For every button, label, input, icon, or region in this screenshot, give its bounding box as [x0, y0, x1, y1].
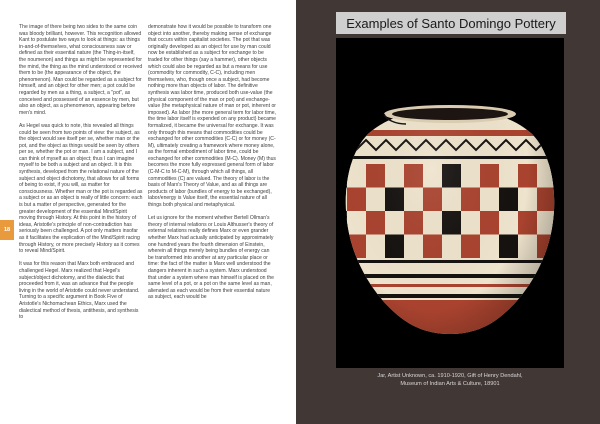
text-column-right: [148, 24, 276, 301]
page-number: 18: [3, 227, 11, 233]
photo-caption: [336, 372, 564, 388]
paragraph: The image of there being two sides to the same coin was bloody brilliant, however. This recognition allowed Kant to postulate two ways to look at things: as things in-and-of-themselves, what consciousness saw or defined as their essential nature (the Thing-in-itself, the noumenon) and things as might be represented for the mind, the thing as the mind understood or received them to be (the appearance of the object, the phenomenon). Man could be regarded as a subject for himself, and an object for other men; a pot could be regarded by men as a thing, a subject, a "pot", as conceived and possessed of an essence by men, but also an object, as a phenomenon, appearing before men's mind.: [19, 24, 143, 116]
caption-line: Museum of Indian Arts & Culture, 18901: [400, 381, 500, 388]
pottery-photo: [336, 38, 564, 368]
text-column-left: [19, 24, 143, 321]
photo-page: [296, 0, 600, 424]
caption-line: Jar, Artist Unknown, ca. 1910-1920, Gift of Henry Dendahl,: [377, 373, 523, 379]
page-number-tab: [0, 220, 14, 240]
photo-title: Examples of Santo Domingo Pottery: [346, 15, 556, 31]
paragraph: demonstrate how it would be possible to transform one object into another, thereby making sense of exchange that occurs within capitalist societies. The pot that was originally developed as an object for use by man could now be established as a subject for exchange to be traded for other things (say a hammer), other objects which could also be regarded as but a means for use (commodity for commodity, C-C), including men themselves, who, though once a subject, had become nothing more than objects of labor. The definitive synthesis was labor time, produced both use-value (the physical component of the man or pot) and exchange-value (the metaphysical nature of man or pot, inherent or imposed). As labor (the more general term for labor time, the time labor itself is expended on any product) became formalized, it became the universal for exchange. It was only through this means that commodities could be exchanged for other commodities (C-C) or for money (C-M), ultimately creating a framework where money alone, as the formal embodiment of labor time, could be exchanged for other commodities (M-C). Money (M) thus becomes the more fully expressed general form of labor (C-M-C to M-C-M), through which all things, all commodities (C) are valued. The theory of labor is the basis of Marx's Theory of Value, and as all things are products of labor (bundles of energy to be exchanged), labor/energy is Value itself, the essential nature of all things both physical and metaphysical.: [148, 24, 276, 209]
paragraph: As Hegel was quick to note, this revealed all things could be seen from two points of view: the subject, as the object would see itself per se, whether man or the pot, and the object as things would be seen by others per se, whether the pot or man. I am a subject, and I can think of myself as an object; thus I can imagine myself to be both a subject and an object. It is this synthesis, developed from the relational nature of the subject and object dichotomy, that allows for all forms of being to exist, if you will, as matter for consciousness. Whether man or the pot is regarded as a subject or as an object is really of little concern: each is but a matter of perspective, generated for the greater development of the essential Mind/Spirit moving through History. At this point in the history of ideas, Aristotle's principle of non-contradiction has seriously been challenged. A pot only matters insofar as it facilitates the explication of the Mind/Spirit racing through History, or more precisely History as it comes to reveal Mind/Spirit.: [19, 122, 143, 255]
photo-title-box: [336, 12, 566, 34]
paragraph: Let us ignore for the moment whether Bertell Ollman's theory of internal relations or Louis Althusser's theory of external relations really defines Marx or even grander whether Marx had actually anticipated by approximately one hundred years the fourth dimension of Einstein, wherein all things merely being bundles of energy can be transformed into another at any particular place or time: the fact of the matter is Marx well understood the dangers inherent in such a system. Marx understood that under a system where man himself is placed on the same level of a pot, or a pot on the same level as man, alienated as each would be from their essential nature as subject, each would be: [148, 215, 274, 301]
paragraph: It was for this reason that Marx both embraced and challenged Hegel. Marx realized that Hegel's subject/object dichotomy, and the dialectic that proceeded from it, was an advance that the people living in the world of Aristotle could never understand. Turning to a specific argument in Book Five of Aristotle's Nichomachean Ethics, Marx used the dialectical method of thesis, antithesis, and synthesis to: [19, 261, 140, 321]
pottery-jar-image: [336, 38, 564, 368]
text-page: [0, 0, 296, 424]
